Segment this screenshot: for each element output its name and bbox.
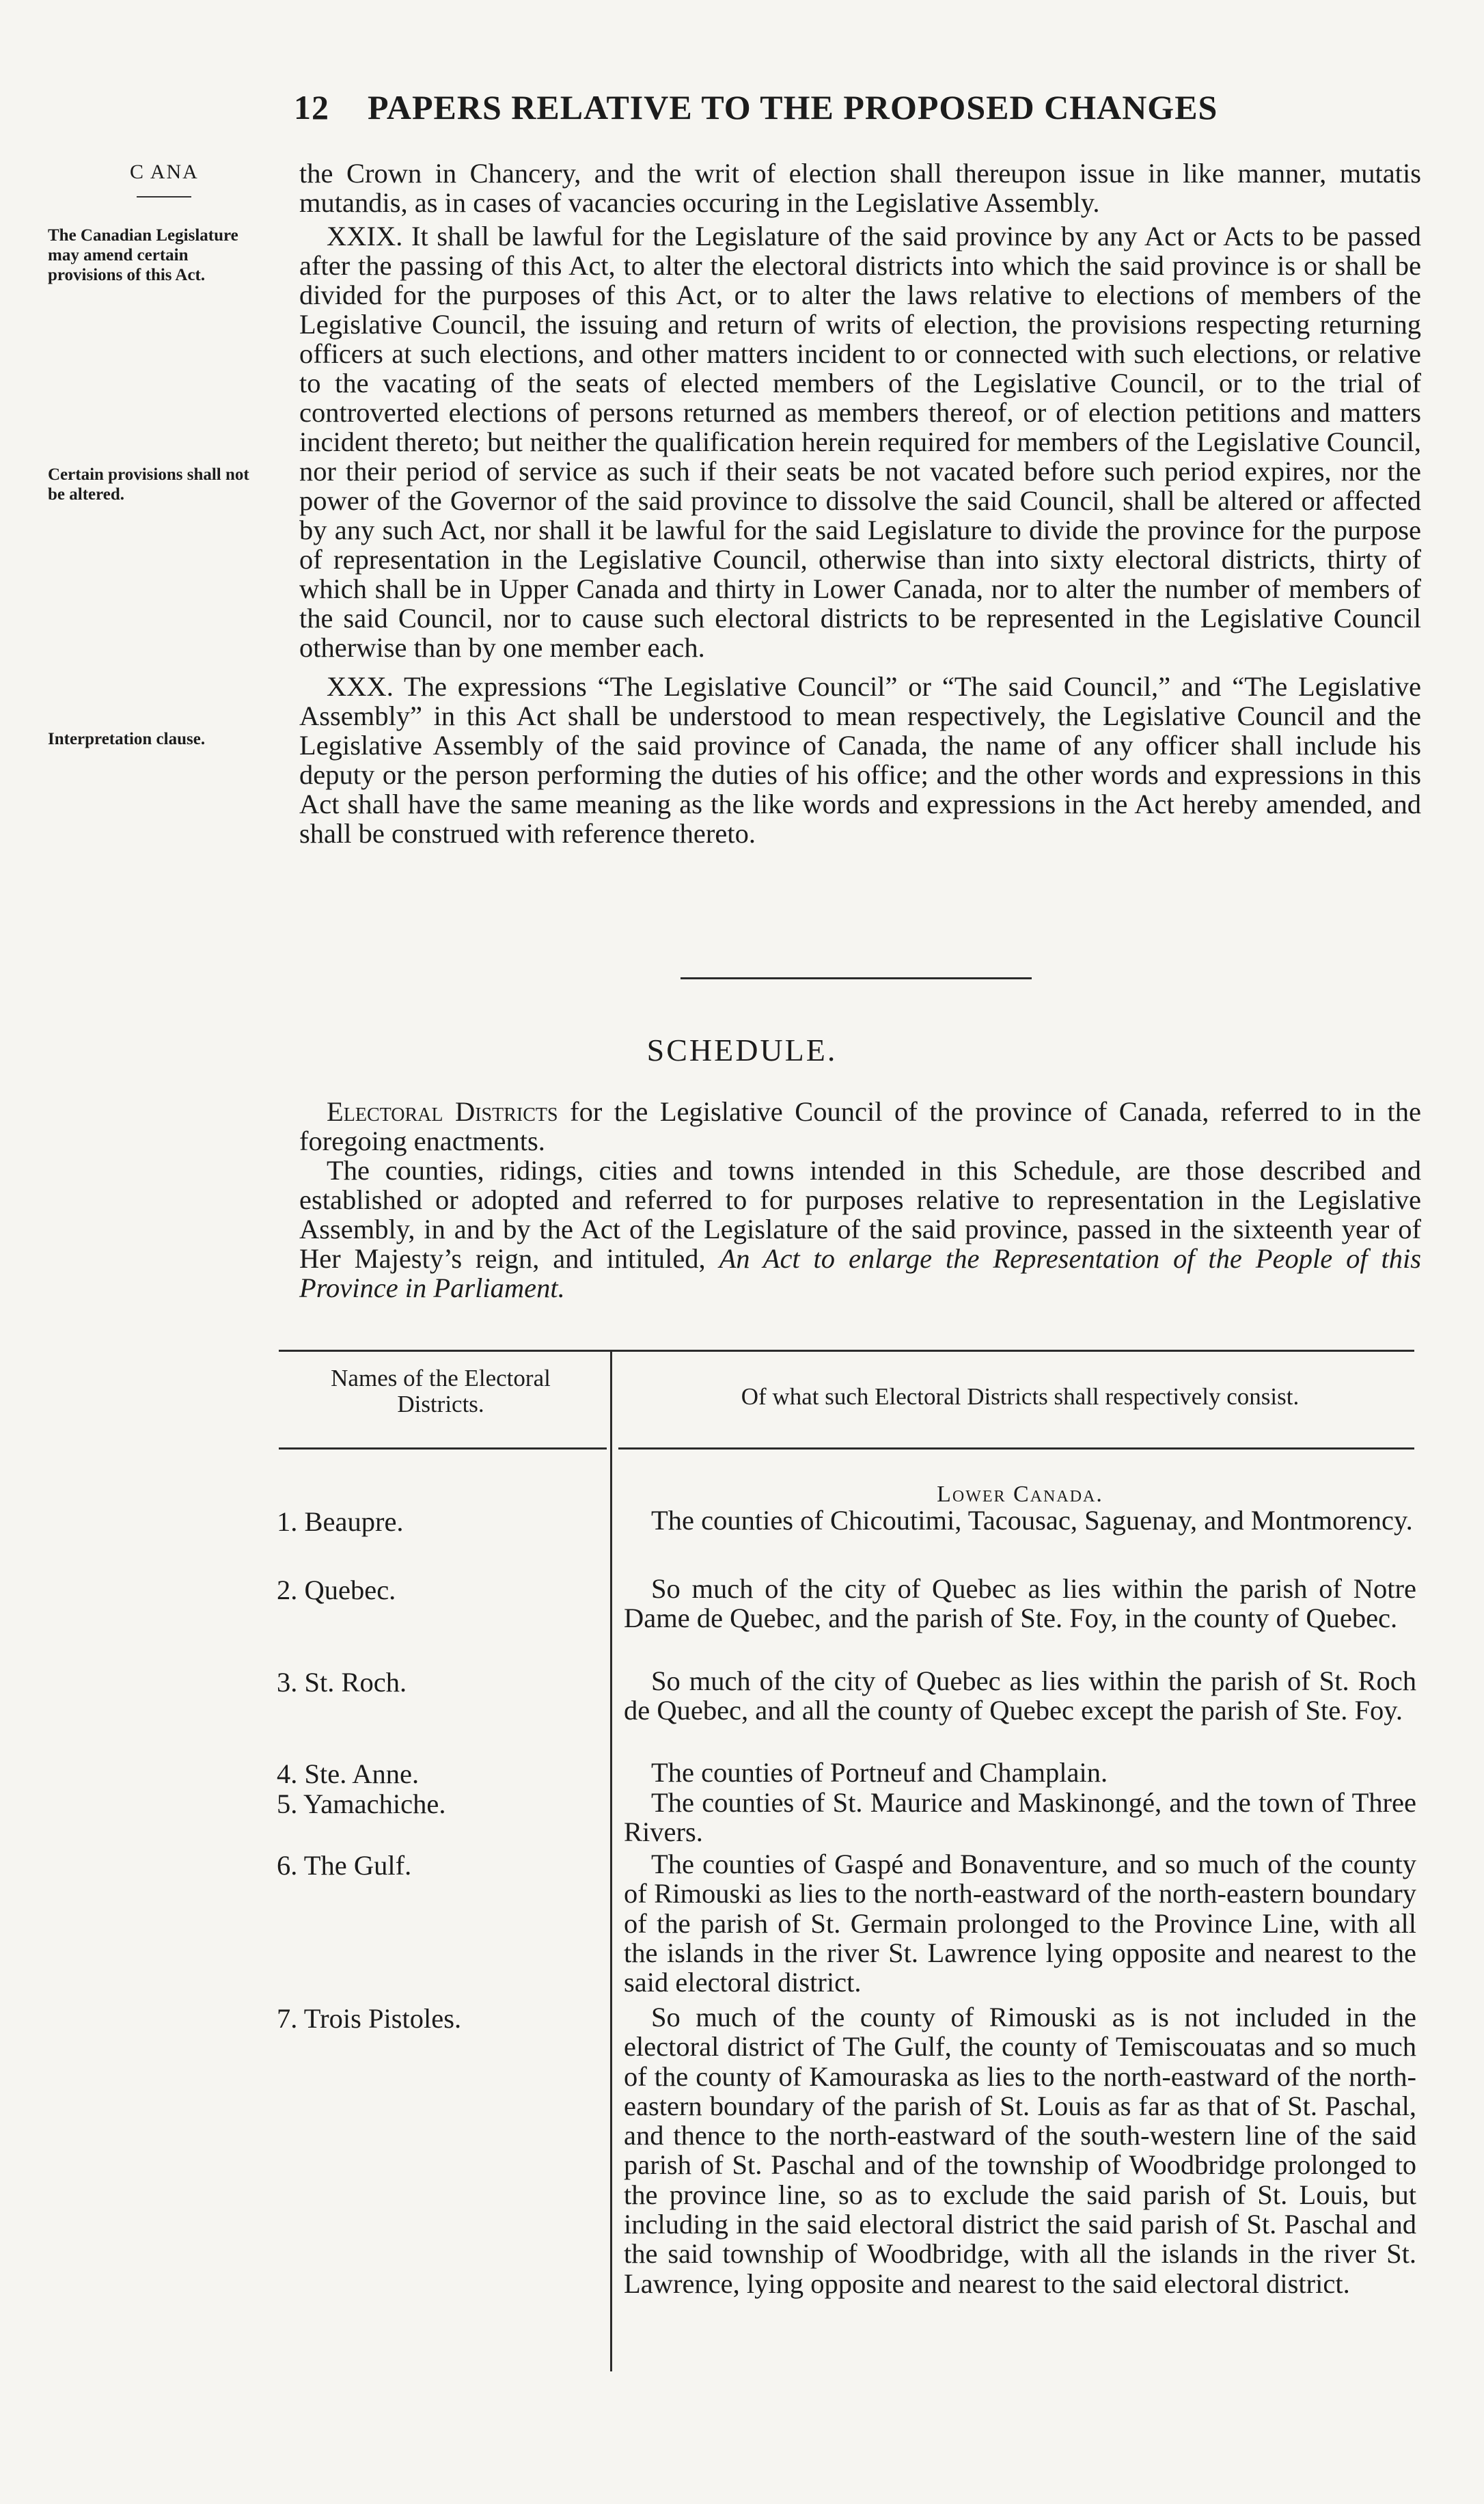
margin-rule [137,196,191,198]
schedule-paragraph-1: Electoral Districts for the Legislative Council of the province of Canada, referred to in the foregoing enactments. [299,1096,1421,1156]
margin-note-amend: The Canadian Legislature may amend certain provisions of this Act. [48,226,238,284]
margin-running-head: C ANA [130,161,199,183]
district-name: 4. Ste. Anne. [277,1758,420,1789]
district-name: 3. St. Roch. [277,1667,407,1698]
district-description: The counties of Gaspé and Bonaventure, and so much of the county of Rimouski as lies to the north-eastward of the north-eastern boundary of the parish of St. Germain prolonged to the Province Line, with all the islands in the river St. Lawrence lying opposite and nearest to the said electoral district. [624,1849,1416,1998]
district-name: 2. Quebec. [277,1575,396,1605]
district-description: So much of the city of Quebec as lies within the parish of St. Roch de Quebec, and all the county of Quebec except the parish of Ste. Foy. [624,1665,1416,1726]
district-name: 1. Beaupre. [277,1506,404,1537]
district-description: The counties of Chicoutimi, Tacousac, Saguenay, and Montmorency. [651,1505,1413,1536]
table-header-rule-left [279,1447,607,1450]
act-title: An Act to enlarge the Representation of the People of this Province in Parliament. [299,1243,1421,1303]
district-description: The counties of Portneuf and Champlain. [651,1757,1108,1788]
section-xxx: XXX. The expressions “The Legislative Council” or “The said Council,” and “The Legislative Assembly” in this Act shall be understood to mean respectively, the Legislative Council and the Legislative Assembly of the said province of Canada, the name of any officer shall include his deputy or the person performing the duties of his office; and the other words and expressions in this Act shall have the same meaning as the like words and expressions in the Act hereby amended, and shall be construed with reference thereto. [299,671,1421,849]
district-description: The counties of St. Maurice and Maskinongé, and the town of Three Rivers. [624,1787,1416,1848]
district-name: 5. Yamachiche. [277,1788,446,1819]
table-top-rule [279,1350,1414,1352]
district-name: 6. The Gulf. [277,1850,412,1881]
district-name: 7. Trois Pistoles. [277,2003,462,2034]
table-column-rule [610,1350,612,2371]
page-number: 12 [294,88,329,126]
table-header-rule-right [618,1447,1414,1450]
schedule-paragraph-2: The counties, ridings, cities and towns intended in this Schedule, are those described and established or adopted and referred to for purposes relative to representation in the Legislative Assembly, in and by the Act of the Legislature of the said province, passed in the sixteenth year of Her Majesty’s reign, and intituled, An Act to enlarge the Representation of the People of this Province in Parliament. [299,1155,1421,1303]
schedule-lead: Electoral Districts [327,1096,558,1127]
district-description: So much of the city of Quebec as lies within the parish of Notre Dame de Quebec, and the parish of Ste. Foy, in the county of Quebec. [624,1573,1416,1634]
schedule-intro [299,1097,1421,1303]
column-header-consist: Of what such Electoral Districts shall respectively consist. [741,1383,1300,1410]
running-header [294,87,1421,127]
column-header-names: Names of the Electoral Districts. [331,1365,551,1417]
section-xxix: XXIX. It shall be lawful for the Legislature of the said province by any Act or Acts to be passed after the passing of this Act, to alter the electoral districts into which the said province is or shall be divided for the purposes of this Act, or to alter the laws relative to elections of members of the Legislative Council, the issuing and return of writs of election, the provisions respecting returning officers at such elections, and other matters incident to or connected with such elections, or relative to the vacating of the seats of elected members of the Legislative Council, or to the trial of controverted elections of persons returned as members thereof, or of election petitions and matters incident thereto; but neither the qualification herein required for members of the Legislative Council, nor their period of service as such if their seats be not vacated before such period expires, nor the power of the Governor of the said province to dissolve the said Council, shall be altered or affected by any such Act, nor shall it be lawful for the said Legislature to divide the province for the purpose of representation in the Legislative Council, otherwise than into sixty electoral districts, thirty of which shall be in Upper Canada and thirty in Lower Canada, nor to alter the number of members of the said Council, nor to cause such electoral districts to be represented in the Legislative Council otherwise than by one member each. [299,221,1421,663]
district-description: So much of the county of Rimouski as is not included in the electoral district of The Gulf, the county of Temiscouatas and so much of the county of Kamouraska as lies to the north-eastward of the north-eastern boundary of the parish of St. Louis as far as that of St. Paschal, and thence to the north-eastward of the south-western line of the said parish of St. Paschal and of the township of Woodbridge prolonged to the province line, so as to exclude the said parish of St. Louis, but including in the said electoral district the said parish of St. Paschal and the said township of Woodbridge, with all the islands in the river St. Lawrence, lying opposite and nearest to the said electoral district. [624,2002,1416,2299]
schedule-title: SCHEDULE. [646,1033,838,1067]
body-text-upper [299,159,1421,848]
continuation-paragraph: the Crown in Chancery, and the writ of election shall thereupon issue in like manner, mutatis mutandis, as in cases of vacancies occuring in the Legislative Assembly. [299,158,1421,218]
margin-note-interpretation: Interpretation clause. [48,730,206,748]
page-title: PAPERS RELATIVE TO THE PROPOSED CHANGES [368,88,1218,126]
margin-note-not-altered: Certain provisions shall not be altered. [48,465,249,504]
section-divider [681,977,1032,979]
section-lower-canada: Lower Canada. [937,1482,1103,1507]
